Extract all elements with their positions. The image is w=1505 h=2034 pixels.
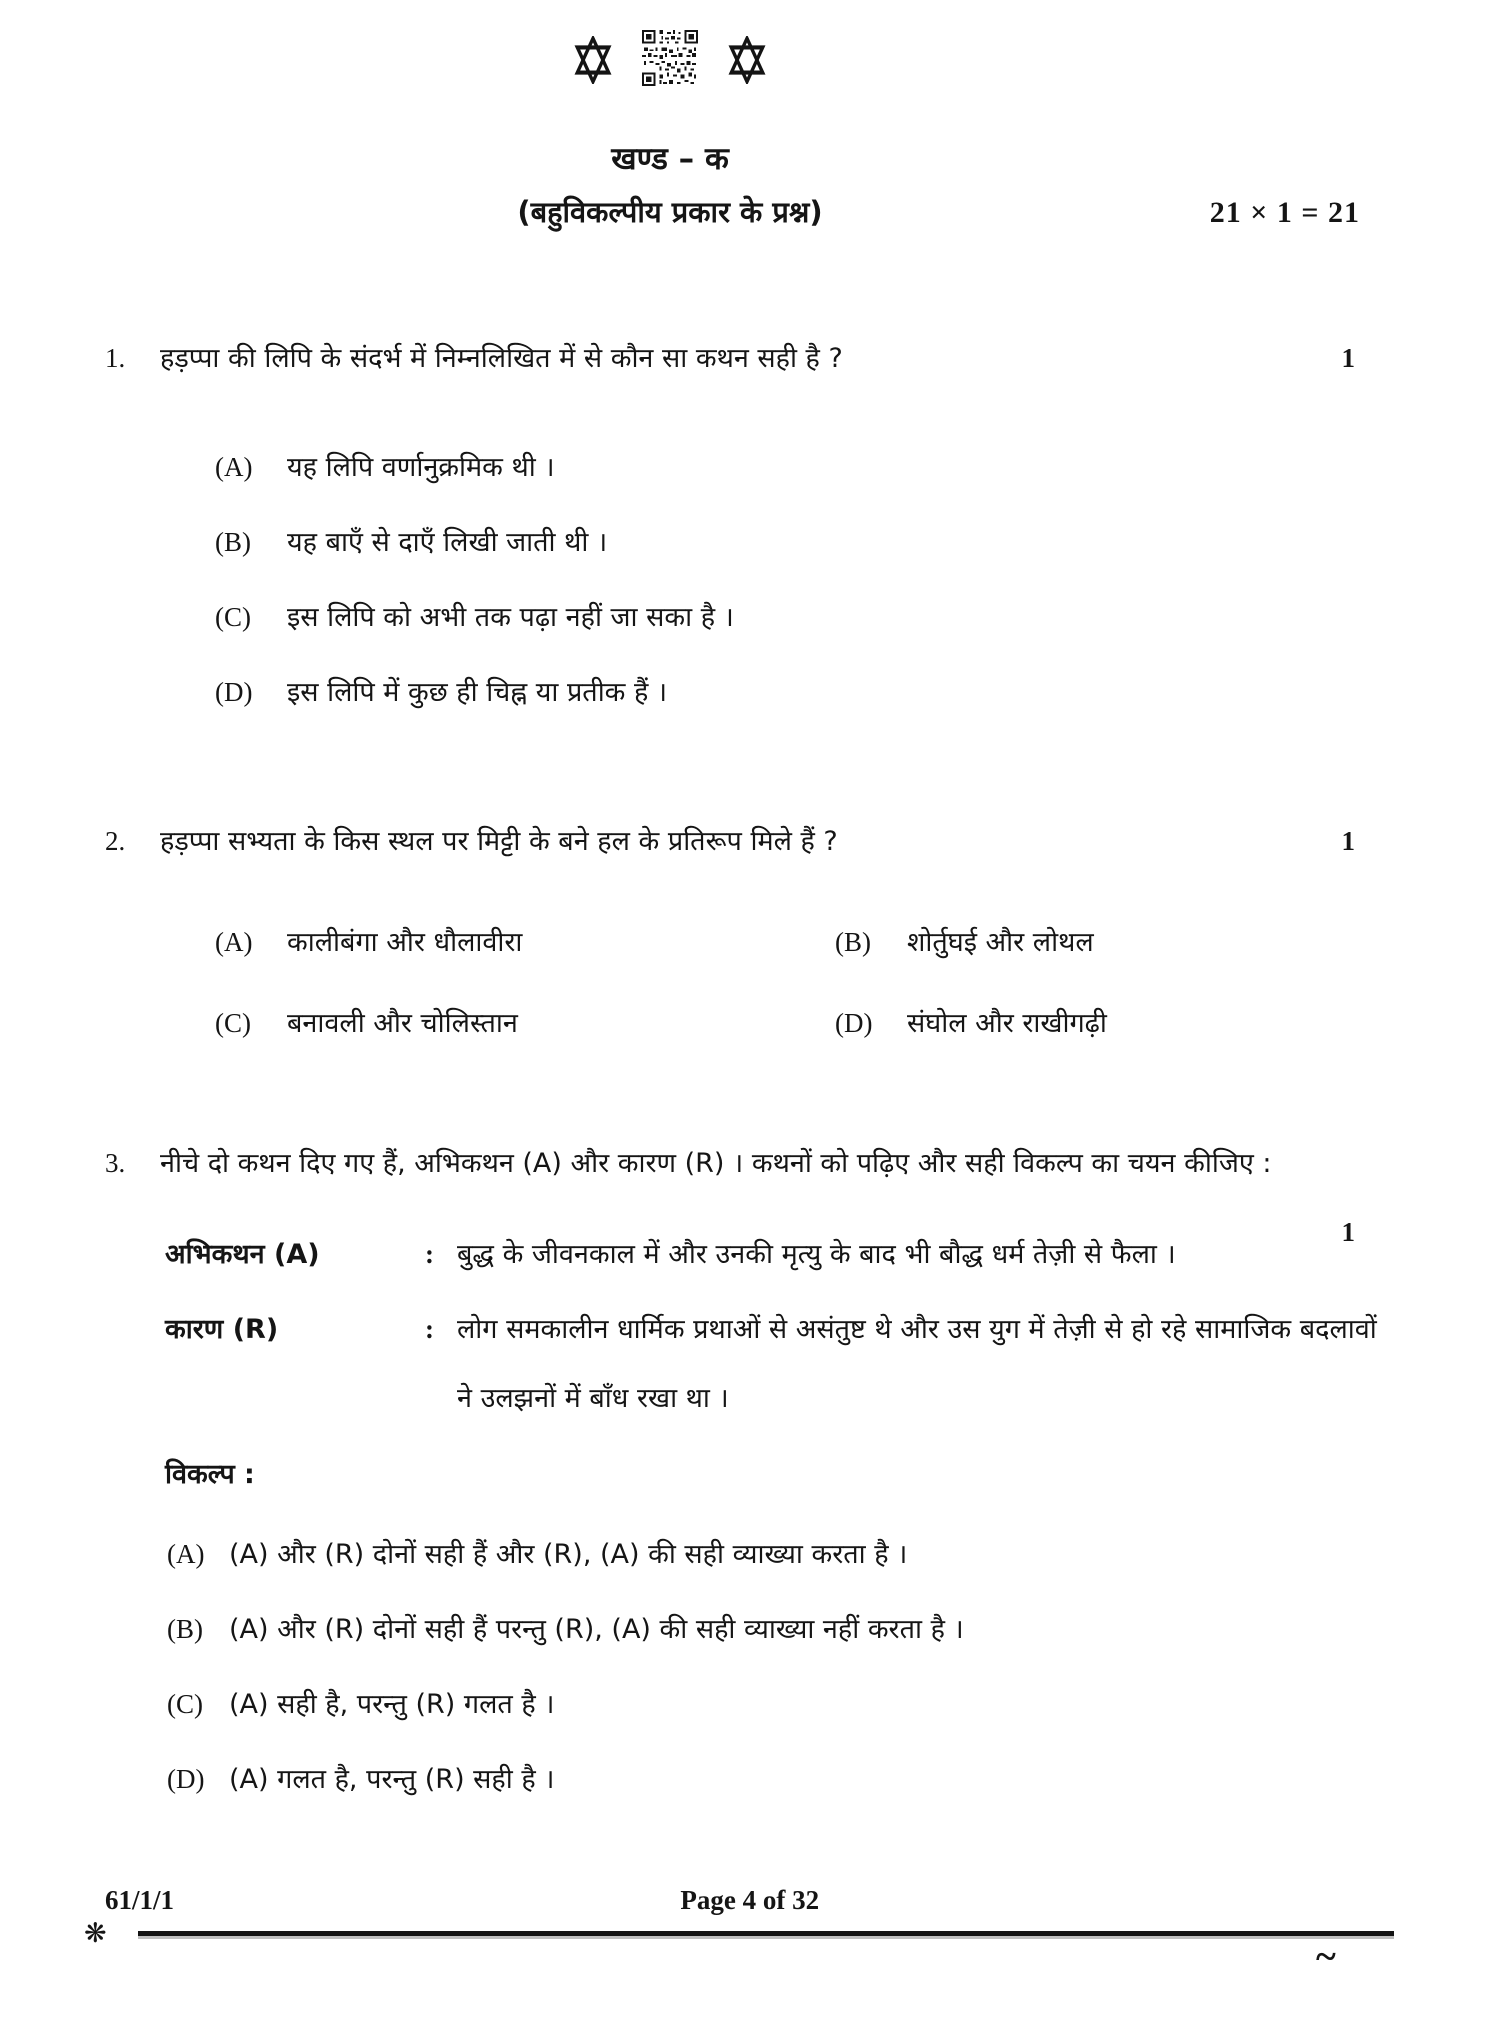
option-c bbox=[215, 583, 1390, 652]
option-label: (B) bbox=[835, 927, 871, 957]
option-c bbox=[167, 1670, 1390, 1739]
option-text: यह लिपि वर्णानुक्रमिक थी । bbox=[287, 452, 555, 483]
option-label: (B) bbox=[167, 1614, 203, 1644]
assertion-reason-block bbox=[165, 1220, 1390, 1433]
assertion-text: बुद्ध के जीवनकाल में और उनकी मृत्यु के बाद भी बौद्ध धर्म तेज़ी से फैला । bbox=[457, 1239, 1176, 1270]
options-heading: विकल्प : bbox=[165, 1459, 255, 1490]
assertion-label: अभिकथन (A) bbox=[165, 1239, 320, 1270]
question-number: 1. bbox=[105, 343, 126, 373]
question-text: हड़प्पा की लिपि के संदर्भ में निम्नलिखित में से कौन सा कथन सही है ? bbox=[160, 343, 843, 374]
question-number: 2. bbox=[105, 826, 126, 856]
option-a bbox=[215, 433, 1390, 502]
options-list bbox=[215, 433, 1390, 727]
option-text: यह बाएँ से दाएँ लिखी जाती थी । bbox=[287, 527, 608, 558]
page-header bbox=[0, 0, 1340, 234]
reason-text: लोग समकालीन धार्मिक प्रथाओं से असंतुष्ट थे और उस युग में तेज़ी से हो रहे सामाजिक बदलावों ने उलझनों में बाँध रखा था । bbox=[457, 1314, 1377, 1414]
reason-colon: : bbox=[425, 1314, 434, 1344]
option-text: (A) गलत है, परन्तु (R) सही है । bbox=[229, 1764, 555, 1795]
option-b bbox=[167, 1595, 1390, 1664]
assertion-colon: : bbox=[425, 1239, 434, 1269]
option-label: (C) bbox=[167, 1689, 203, 1719]
assertion-row bbox=[165, 1220, 1390, 1289]
option-d bbox=[835, 989, 1390, 1058]
option-text: इस लिपि को अभी तक पढ़ा नहीं जा सका है । bbox=[287, 602, 734, 633]
option-label: (C) bbox=[215, 1008, 251, 1038]
option-d bbox=[167, 1745, 1390, 1814]
option-text: संघोल और राखीगढ़ी bbox=[907, 1008, 1107, 1039]
question-marks: 1 bbox=[1341, 826, 1355, 856]
option-label: (C) bbox=[215, 602, 251, 632]
paper-code: 61/1/1 bbox=[105, 1885, 175, 1915]
option-c bbox=[215, 989, 835, 1058]
question-marks: 1 bbox=[1341, 343, 1355, 373]
option-label: (A) bbox=[167, 1539, 205, 1569]
option-label: (D) bbox=[835, 1008, 873, 1038]
option-label: (B) bbox=[215, 527, 251, 557]
option-b bbox=[215, 508, 1390, 577]
question-text: नीचे दो कथन दिए गए हैं, अभिकथन (A) और कारण (R) । कथनों को पढ़िए और सही विकल्प का चयन कीजिए : bbox=[160, 1148, 1272, 1179]
question-marks: 1 bbox=[1341, 1217, 1355, 1247]
option-label: (D) bbox=[167, 1764, 205, 1794]
option-text: शोर्तुघई और लोथल bbox=[907, 927, 1094, 958]
option-a bbox=[167, 1520, 1390, 1589]
qr-code bbox=[642, 27, 698, 94]
tilde-mark: ~ bbox=[1316, 1936, 1336, 1978]
footer-rule-row bbox=[0, 1920, 1505, 1950]
option-text: इस लिपि में कुछ ही चिह्न या प्रतीक हैं । bbox=[287, 677, 668, 708]
flower-asterisk-icon: ❋ bbox=[84, 1918, 107, 1949]
option-text: (A) और (R) दोनों सही हैं और (R), (A) की सही व्याख्या करता है । bbox=[229, 1539, 908, 1570]
reason-label: कारण (R) bbox=[165, 1314, 279, 1345]
option-text: (A) सही है, परन्तु (R) गलत है । bbox=[229, 1689, 555, 1720]
question-2 bbox=[105, 807, 1390, 1058]
option-label: (A) bbox=[215, 927, 253, 957]
qr-row bbox=[0, 28, 1340, 92]
question-number: 3. bbox=[105, 1148, 126, 1178]
options-grid bbox=[215, 902, 1390, 1058]
question-3 bbox=[105, 1129, 1390, 1814]
option-text: (A) और (R) दोनों सही हैं परन्तु (R), (A) की सही व्याख्या नहीं करता है । bbox=[229, 1614, 964, 1645]
reason-row bbox=[165, 1295, 1390, 1433]
marks-scheme: 21 × 1 = 21 bbox=[1209, 196, 1360, 229]
option-label: (A) bbox=[215, 452, 253, 482]
option-text: कालीबंगा और धौलावीरा bbox=[287, 927, 523, 958]
option-label: (D) bbox=[215, 677, 253, 707]
section-subtitle: (बहुविकल्पीय प्रकार के प्रश्न) bbox=[517, 195, 823, 229]
star-of-david-icon bbox=[574, 36, 612, 84]
question-text: हड़प्पा सभ्यता के किस स्थल पर मिट्टी के बने हल के प्रतिरूप मिले हैं ? bbox=[160, 826, 838, 857]
section-title: खण्ड – क bbox=[611, 141, 729, 177]
option-a bbox=[215, 908, 835, 977]
options-list bbox=[167, 1520, 1390, 1814]
option-text: बनावली और चोलिस्तान bbox=[287, 1008, 518, 1039]
option-b bbox=[835, 908, 1390, 977]
page-number-label: Page 4 of 32 bbox=[680, 1885, 820, 1915]
star-of-david-icon bbox=[728, 36, 766, 84]
question-1 bbox=[105, 324, 1390, 727]
footer-divider-line bbox=[138, 1931, 1394, 1936]
option-d bbox=[215, 658, 1390, 727]
